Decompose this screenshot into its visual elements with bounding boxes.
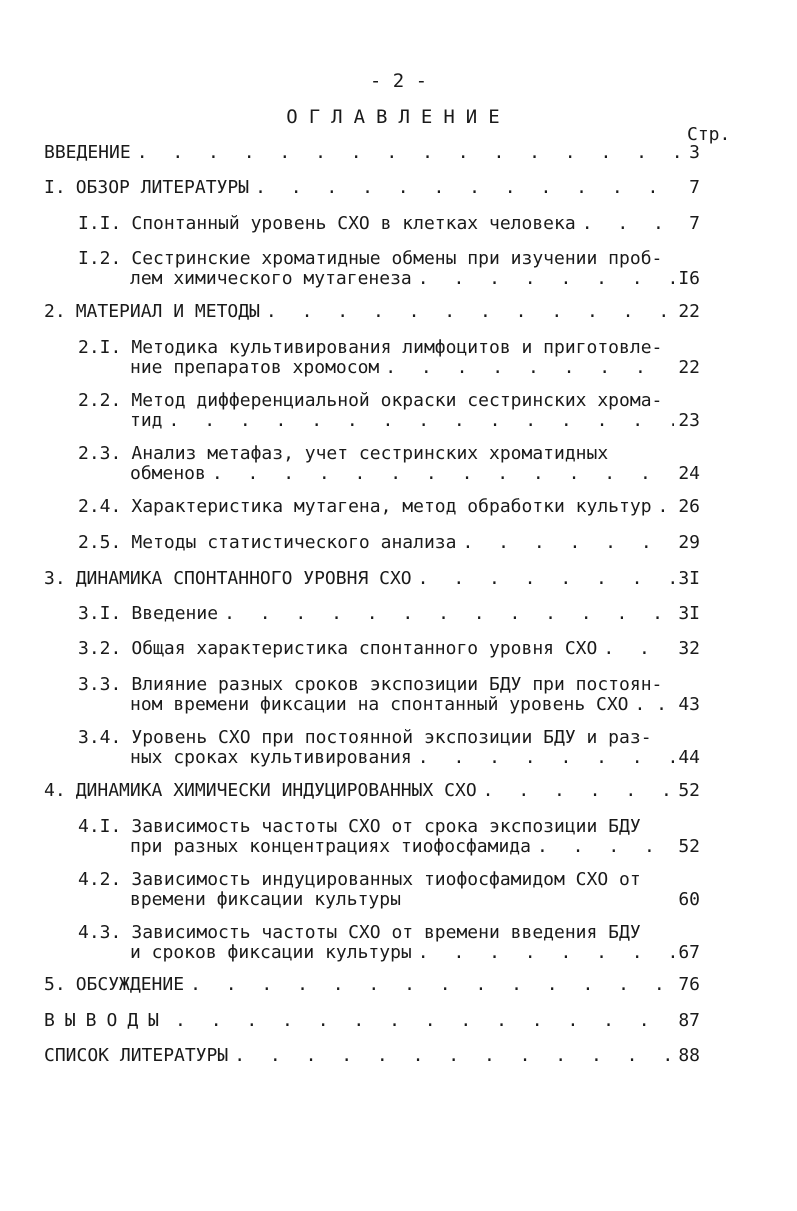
- toc-entry-page: 67: [678, 942, 700, 963]
- toc-entry-page: 3I: [678, 568, 700, 589]
- toc-title: ОГЛАВЛЕНИЕ: [286, 106, 511, 128]
- toc-entry-number: 4.: [44, 780, 66, 801]
- toc-entry-title-line-2: тид: [130, 410, 163, 431]
- toc-entry-title: ВЫВОДЫ: [44, 1010, 170, 1031]
- toc-entry-title: Общая характеристика спонтанного уровня СХО: [131, 638, 598, 659]
- toc-entry-number: 4.I.: [78, 816, 122, 837]
- toc-entry-number: 3.I.: [78, 603, 122, 624]
- toc-entry-chapter-1[interactable]: [44, 177, 700, 199]
- toc-entry-title-line-2: лем химического мутагенеза: [130, 268, 412, 289]
- dot-leader: [255, 177, 685, 198]
- toc-entry-section-4-1[interactable]: [78, 816, 700, 858]
- toc-entry-page: I6: [678, 268, 700, 289]
- toc-entry-title-line-2: ных сроках культивирования: [130, 747, 412, 768]
- toc-entry-page: 3: [689, 142, 700, 163]
- toc-entry-title-line-1: Анализ метафаз, учет сестринских хроматидных: [131, 443, 609, 464]
- toc-entry-title-line-1: Зависимость частоты СХО от времени введения БДУ: [131, 922, 641, 943]
- toc-entry-number: 2.5.: [78, 532, 122, 553]
- toc-entry-number: 2.3.: [78, 443, 122, 464]
- toc-entry-title: Методы статистического анализа: [131, 532, 457, 553]
- toc-entry-section-2-1[interactable]: [78, 337, 700, 379]
- toc-entry-page: 26: [678, 496, 700, 517]
- dot-leader: [418, 568, 675, 589]
- dot-leader: [537, 836, 674, 857]
- toc-entry-section-4-3[interactable]: [78, 922, 700, 964]
- toc-entry-number: I.: [44, 177, 66, 198]
- toc-entry-page: 3I: [678, 603, 700, 624]
- toc-entry-page: 60: [678, 889, 700, 910]
- toc-entry-number: 2.4.: [78, 496, 122, 517]
- toc-entry-section-3-2[interactable]: [78, 638, 700, 660]
- toc-entry-page: 22: [678, 301, 700, 322]
- toc-entry-chapter-4[interactable]: [44, 780, 700, 802]
- toc-entry-section-2-4[interactable]: [78, 496, 700, 518]
- toc-entry-number: 2.I.: [78, 337, 122, 358]
- toc-entry-section-1-2[interactable]: [78, 248, 700, 290]
- toc-entry-title-line-1: Сестринские хроматидные обмены при изучении проб-: [131, 248, 663, 269]
- toc-entry-number: 3.4.: [78, 727, 122, 748]
- toc-entry-page: 88: [678, 1045, 700, 1066]
- toc-entry-section-2-3[interactable]: [78, 443, 700, 485]
- toc-entry-title: ДИНАМИКА ХИМИЧЕСКИ ИНДУЦИРОВАННЫХ СХО: [75, 780, 477, 801]
- toc-entry-page: 52: [678, 780, 700, 801]
- toc-entry-number: 4.2.: [78, 869, 122, 890]
- toc-entry-section-4-2[interactable]: [78, 869, 700, 911]
- toc-entry-number: 3.2.: [78, 638, 122, 659]
- toc-entry-page: 76: [678, 974, 700, 995]
- toc-entry-title: ОБСУЖДЕНИЕ: [75, 974, 185, 995]
- toc-entry-section-2-2[interactable]: [78, 390, 700, 432]
- dot-leader: [418, 942, 675, 963]
- toc-entry-title-line-2: при разных концентрациях тиофосфамида: [130, 836, 531, 857]
- toc-entry-number: I.I.: [78, 213, 122, 234]
- dot-leader: [385, 357, 674, 378]
- toc-entry-chapter-3[interactable]: [44, 568, 700, 590]
- toc-entry-title: Характеристика мутагена, метод обработки культур: [131, 496, 652, 517]
- toc-entry-title-line-2: времени фиксации культуры: [130, 889, 401, 910]
- toc-entry-chapter-5[interactable]: [44, 974, 700, 996]
- dot-leader: [234, 1045, 674, 1066]
- toc-entry-number: I.2.: [78, 248, 122, 269]
- dot-leader: [418, 268, 675, 289]
- toc-entry-title-line-2: обменов: [130, 463, 206, 484]
- dot-leader: [137, 142, 685, 163]
- toc-entry-page: 7: [689, 213, 700, 234]
- toc-entry-number: 3.: [44, 568, 66, 589]
- toc-entry-page: 29: [678, 532, 700, 553]
- toc-entry-title: СПИСОК ЛИТЕРАТУРЫ: [44, 1045, 229, 1066]
- dot-leader: [462, 532, 674, 553]
- toc-entry-title: Спонтанный уровень СХО в клетках человека: [131, 213, 576, 234]
- dot-leader: [224, 603, 674, 624]
- dot-leader: [175, 1010, 674, 1031]
- toc-entry-title-line-1: Зависимость частоты СХО от срока экспозиции БДУ: [131, 816, 641, 837]
- toc-entry-title-line-1: Влияние разных сроков экспозиции БДУ при постоян-: [131, 674, 663, 695]
- toc-entry-section-3-4[interactable]: [78, 727, 700, 769]
- toc-entry-title-line-2: ном времени фиксации на спонтанный уровень СХО: [130, 694, 629, 715]
- toc-entry-title-line-2: и сроков фиксации культуры: [130, 942, 412, 963]
- toc-entry-page: 43: [678, 694, 700, 715]
- dot-leader: [635, 694, 675, 715]
- toc-entry-section-2-5[interactable]: [78, 532, 700, 554]
- toc-entry-number: 2.: [44, 301, 66, 322]
- toc-entry-title: ОБЗОР ЛИТЕРАТУРЫ: [75, 177, 250, 198]
- dot-leader: [658, 496, 675, 517]
- toc-entry-page: 32: [678, 638, 700, 659]
- toc-entry-page: 24: [678, 463, 700, 484]
- dot-leader: [582, 213, 685, 234]
- toc-entry-title: ВВЕДЕНИЕ: [44, 142, 131, 163]
- toc-entry-title-line-1: Зависимость индуцированных тиофосфамидом СХО от: [131, 869, 641, 890]
- toc-entry-number: 2.2.: [78, 390, 122, 411]
- dot-leader: [603, 638, 674, 659]
- toc-entry-number: 5.: [44, 974, 66, 995]
- toc-entry-title-line-2: ние препаратов хромосом: [130, 357, 380, 378]
- dot-leader: [212, 463, 674, 484]
- page-number: - 2 -: [369, 70, 428, 92]
- toc-entry-page: 22: [678, 357, 700, 378]
- toc-entry-chapter-2[interactable]: [44, 301, 700, 323]
- dot-leader: [169, 410, 675, 431]
- toc-entry-page: 87: [678, 1010, 700, 1031]
- toc-entry-title-line-1: Методика культивирования лимфоцитов и приготовле-: [131, 337, 663, 358]
- toc-entry-title-line-1: Метод дифференциальной окраски сестринских хрома-: [131, 390, 663, 411]
- toc-entry-references[interactable]: [44, 1045, 700, 1067]
- toc-entry-conclusions[interactable]: [44, 1010, 700, 1032]
- dot-leader: [418, 747, 675, 768]
- toc-entry-page: 23: [678, 410, 700, 431]
- toc-entry-section-1-1[interactable]: [78, 213, 700, 235]
- toc-entry-page: 52: [678, 836, 700, 857]
- toc-entry-section-3-1[interactable]: [78, 603, 700, 625]
- toc-entry-title: МАТЕРИАЛ И МЕТОДЫ: [75, 301, 260, 322]
- toc-entry-number: 3.3.: [78, 674, 122, 695]
- toc-entry-page: 7: [689, 177, 700, 198]
- dot-leader: [190, 974, 674, 995]
- toc-entry-title-line-1: Уровень СХО при постоянной экспозиции БДУ и раз-: [131, 727, 652, 748]
- toc-entry-title: ДИНАМИКА СПОНТАННОГО УРОВНЯ СХО: [75, 568, 412, 589]
- dot-leader: [483, 780, 675, 801]
- toc-entry-title: Введение: [131, 603, 219, 624]
- toc-entry-number: 4.3.: [78, 922, 122, 943]
- toc-entry-section-3-3[interactable]: [78, 674, 700, 716]
- dot-leader: [266, 301, 674, 322]
- toc-entry-introduction[interactable]: [44, 142, 700, 164]
- page-column-header: Стр.: [687, 124, 731, 145]
- toc-entry-page: 44: [678, 747, 700, 768]
